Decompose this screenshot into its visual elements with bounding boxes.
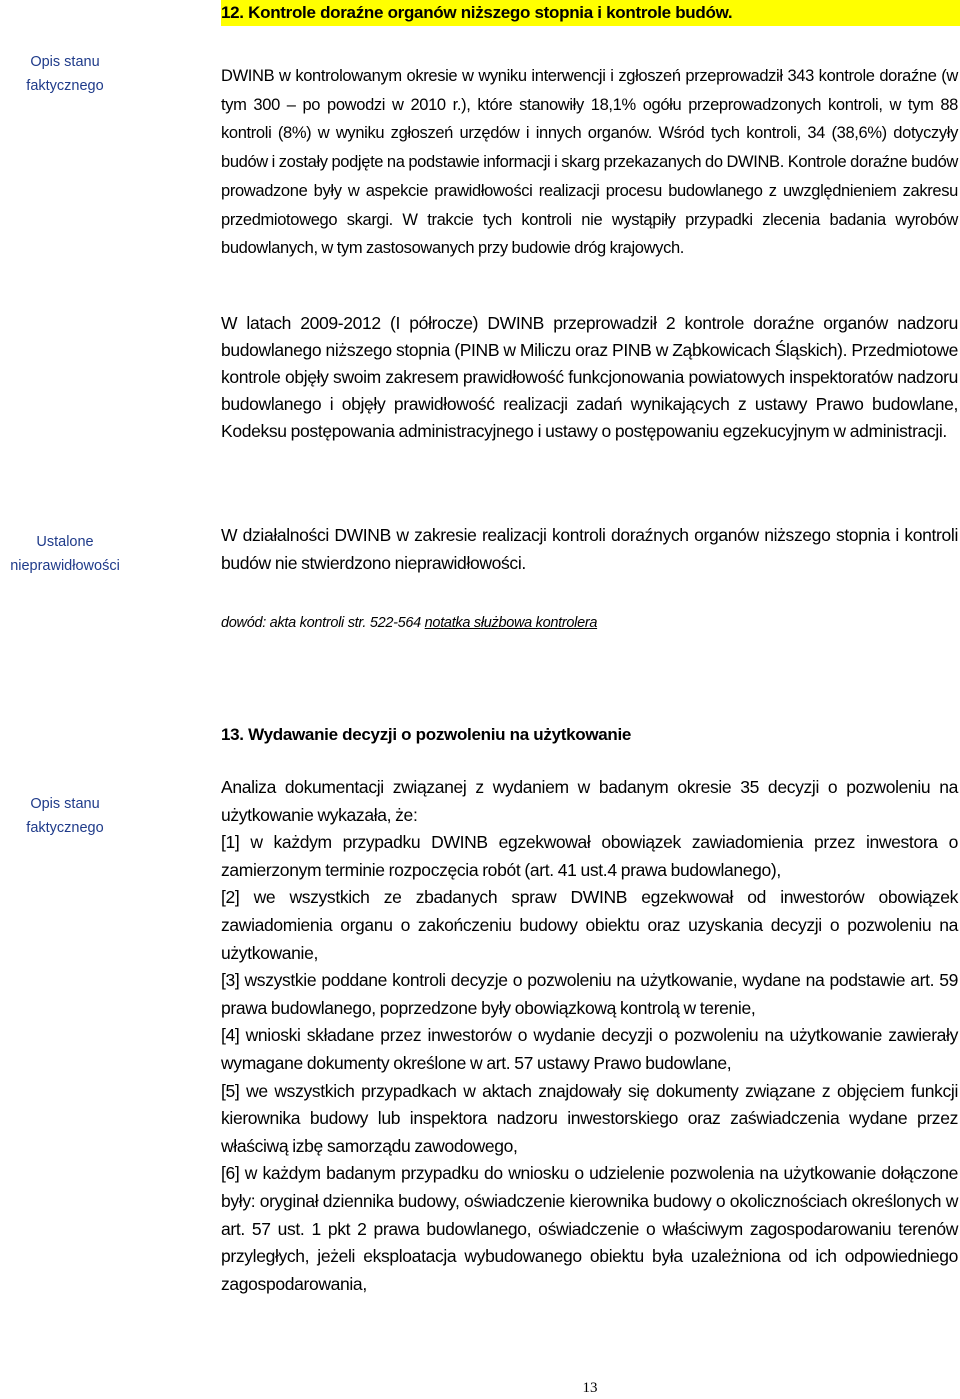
factual-label-line-2: faktycznego <box>26 78 104 94</box>
section-13-item-5: [5] we wszystkich przypadkach w aktach znajdowały się dokumenty związane z objęciem funkcji kierownika budowy lub inspektora nadzoru inwestorskiego oraz zaświadczenia wydane przez właściwą izbę samorządu zawodowego, <box>221 1080 958 1156</box>
section-13-item-4: [4] wnioski składane przez inwestorów o wydanie decyzji o pozwoleniu na użytkowanie zawierały wymagane dokumenty określone w art. 57 ustawy Prawo budowlane, <box>221 1025 958 1073</box>
factual-label-line-1: Opis stanu <box>30 796 100 812</box>
section-13-intro: Analiza dokumentacji związanej z wydaniem w badanym okresie 35 decyzji o pozwoleniu na użytkowanie wykazała, że: <box>221 777 958 825</box>
section-13-heading: 13. Wydawanie decyzji o pozwoleniu na użytkowanie <box>221 725 632 744</box>
section-12-paragraph-1: DWINB w kontrolowanym okresie w wyniku interwencji i zgłoszeń przeprowadził 343 kontrole doraźne (w tym 300 – po powodzi w 2010 r.), które stanowiły 18,1% ogółu przeprowadzonych kontroli, w tym 88 kontroli (8%) w wyniku zgłoszeń urzędów i innych organów. Wśród tych kontroli, 34 (38,6%) dotyczyły budów i zostały podjęte na podstawie informacji i skarg przekazanych do DWINB. Kontrole doraźne budów prowadzone były w aspekcie prawidłowości realizacji procesu budowlanego z uwzględnieniem zakresu przedmiotowego skargi. W trakcie tych kontroli nie wystąpiły przypadki zlecenia badania wyrobów budowlanych, w tym zastosowanych przy budowie dróg krajowych. <box>221 67 958 258</box>
irregularities-label-line-1: Ustalone <box>36 534 94 550</box>
section-13-item-3: [3] wszystkie poddane kontroli decyzje o pozwoleniu na użytkowanie, wydane na podstawie art. 59 prawa budowlanego, poprzedzone były obowiązkową kontrolą w terenie, <box>221 970 958 1018</box>
section-12-paragraph-1-block <box>221 62 958 263</box>
page-number: 13 <box>582 1380 598 1396</box>
evidence-document: notatka służbowa kontrolera <box>424 615 598 631</box>
factual-label-line-2: faktycznego <box>26 820 104 836</box>
section-13-item-1: [1] w każdym przypadku DWINB egzekwował obowiązek zawiadomienia przez inwestora o zamierzonym terminie rozpoczęcia robót (art. 41 ust.4 prawa budowlanego), <box>221 832 958 880</box>
section-12-factual-label <box>0 50 130 98</box>
section-13-item-6: [6] w każdym badanym przypadku do wniosku o udzielenie pozwolenia na użytkowanie dołączone były: oryginał dziennika budowy, oświadczenie kierownika budowy o okolicznościach określonych w art. 57 ust. 1 pkt 2 prawa budowlanego, oświadczenie o właściwym zagospodarowaniu terenów przyległych, jeżeli eksploatacja wybudowanego obiektu była uzależniona od ich odpowiedniego zagospodarowania, <box>221 1163 958 1294</box>
section-12-irregularities-label <box>0 530 130 578</box>
section-12-paragraph-2-block <box>221 310 958 445</box>
factual-label-line-1: Opis stanu <box>30 54 100 70</box>
section-12-paragraph-2: W latach 2009-2012 (I półrocze) DWINB przeprowadził 2 kontrole doraźne organów nadzoru budowlanego niższego stopnia (PINB w Miliczu oraz PINB w Ząbkowicach Śląskich). Przedmiotowe kontrole objęły swoim zakresem prawidłowość funkcjonowania powiatowych inspektoratów nadzoru budowlanego i objęły prawidłowość realizacji zadań wynikających z ustawy Prawo budowlane, Kodeksu postępowania administracyjnego i ustawy o postępowaniu egzekucyjnym w administracji. <box>221 313 958 441</box>
section-12-irregularities-text: W działalności DWINB w zakresie realizacji kontroli doraźnych organów niższego stopnia i kontroli budów nie stwierdzono nieprawidłowości. <box>221 525 958 573</box>
section-13-findings-block <box>221 774 958 1298</box>
section-13-factual-label <box>0 792 130 840</box>
irregularities-label-line-2: nieprawidłowości <box>10 558 120 574</box>
section-12-evidence-note <box>221 612 597 634</box>
section-12-irregularities-block <box>221 521 958 577</box>
evidence-prefix: dowód: akta kontroli str. 522-564 <box>221 615 425 631</box>
section-12-heading: 12. Kontrole doraźne organów niższego stopnia i kontrole budów. <box>221 3 733 22</box>
section-13-item-2: [2] we wszystkich ze zbadanych spraw DWINB egzekwował od inwestorów obowiązek zawiadomienia organu o zakończeniu budowy obiektu oraz uzyskania decyzji o pozwoleniu na użytkowanie, <box>221 887 958 963</box>
